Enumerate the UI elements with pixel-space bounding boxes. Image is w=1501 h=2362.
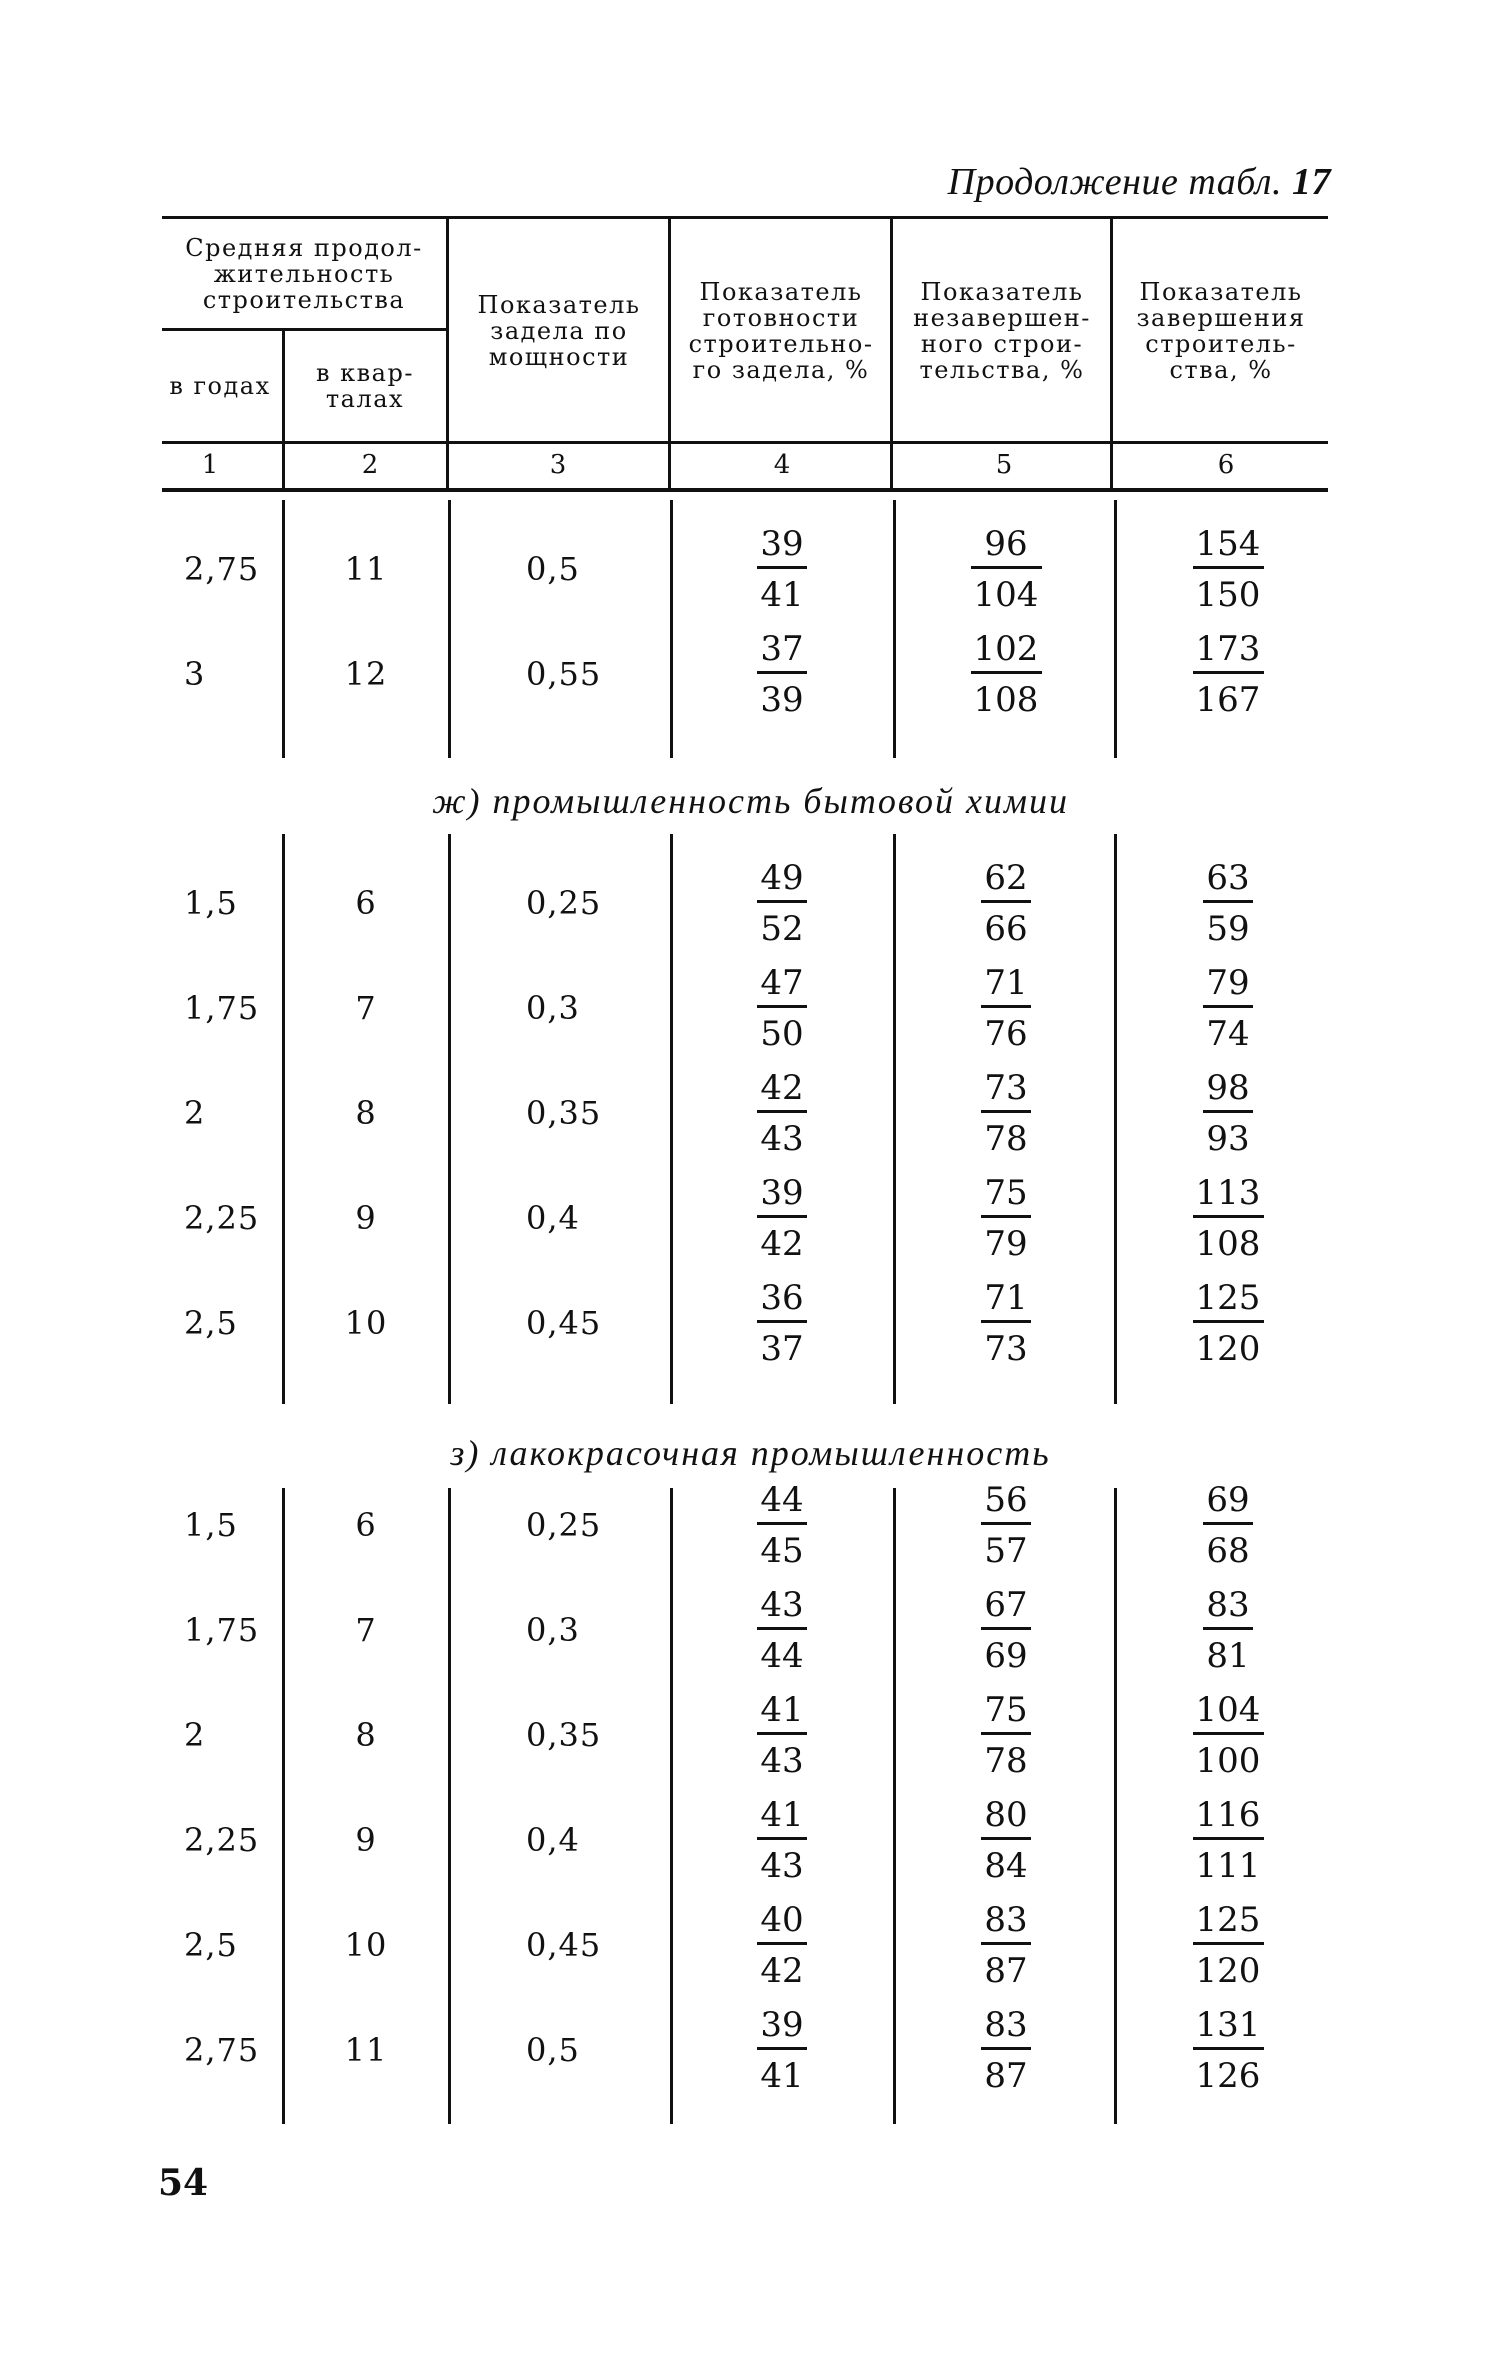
fraction-denominator: 50 (760, 1014, 804, 1054)
fraction-c4 (712, 629, 852, 720)
fraction-c6 (1158, 1173, 1298, 1264)
fraction-numerator: 75 (984, 1173, 1028, 1213)
cell-capacity: 0,25 (526, 1506, 602, 1544)
fraction-c6 (1158, 524, 1298, 615)
fraction-c6 (1158, 1585, 1298, 1676)
cell-years: 2,25 (184, 1199, 260, 1237)
fraction-bar (981, 2047, 1031, 2050)
fraction-denominator: 87 (984, 1951, 1028, 1991)
cell-quarters: 11 (344, 550, 388, 588)
cell-capacity: 0,35 (526, 1716, 602, 1754)
cell-years: 2,5 (184, 1926, 238, 1964)
fraction-denominator: 57 (984, 1531, 1028, 1571)
block2-divider-4 (893, 834, 896, 1404)
block3-divider-2 (448, 1488, 451, 2124)
fraction-denominator: 43 (760, 1119, 804, 1159)
fraction-numerator: 83 (984, 2005, 1028, 2045)
header-quarters: в квар- талах (316, 359, 414, 413)
fraction-bar (757, 1837, 807, 1840)
cell-capacity: 0,5 (526, 2031, 580, 2069)
cell-capacity: 0,25 (526, 884, 602, 922)
block2-divider-3 (670, 834, 673, 1404)
fraction-bar (1193, 566, 1264, 569)
cell-capacity: 0,4 (526, 1199, 580, 1237)
cell-years: 1,75 (184, 989, 260, 1027)
fraction-numerator: 42 (760, 1068, 804, 1108)
fraction-denominator: 81 (1206, 1636, 1250, 1676)
fraction-c4 (712, 2005, 852, 2096)
cell-capacity: 0,4 (526, 1821, 580, 1859)
cell-quarters: 9 (355, 1821, 377, 1859)
fraction-bar (1193, 1837, 1264, 1840)
fraction-denominator: 108 (1195, 1224, 1261, 1264)
fraction-bar (1203, 1110, 1253, 1113)
block2-divider-2 (448, 834, 451, 1404)
fraction-numerator: 102 (973, 629, 1039, 669)
fraction-c6 (1158, 2005, 1298, 2096)
fraction-c5 (936, 1900, 1076, 1991)
fraction-numerator: 47 (760, 963, 804, 1003)
fraction-denominator: 126 (1195, 2056, 1261, 2096)
fraction-bar (757, 566, 807, 569)
fraction-numerator: 79 (1206, 963, 1250, 1003)
fraction-c5 (936, 629, 1076, 720)
fraction-c6 (1158, 1068, 1298, 1159)
fraction-bar (757, 1732, 807, 1735)
fraction-bar (757, 1110, 807, 1113)
fraction-denominator: 74 (1206, 1014, 1250, 1054)
fraction-numerator: 37 (760, 629, 804, 669)
fraction-numerator: 98 (1206, 1068, 1250, 1108)
fraction-denominator: 76 (984, 1014, 1028, 1054)
cell-years: 2 (184, 1094, 206, 1132)
fraction-bar (757, 1942, 807, 1945)
fraction-c6 (1158, 1900, 1298, 1991)
fraction-bar (1203, 900, 1253, 903)
cell-years: 1,5 (184, 1506, 238, 1544)
header-unfinished: Показатель незавершен- ного строи- тельства, % (913, 278, 1091, 384)
fraction-numerator: 67 (984, 1585, 1028, 1625)
header-years: в годах (169, 372, 271, 400)
fraction-numerator: 80 (984, 1795, 1028, 1835)
fraction-c5 (936, 1278, 1076, 1369)
fraction-c5 (936, 1690, 1076, 1781)
cell-quarters: 8 (355, 1716, 377, 1754)
fraction-c6 (1158, 1795, 1298, 1886)
fraction-numerator: 116 (1195, 1795, 1261, 1835)
colnum-bottom-rule (162, 488, 1328, 492)
fraction-numerator: 83 (984, 1900, 1028, 1940)
fraction-denominator: 44 (760, 1636, 804, 1676)
column-number: 5 (995, 450, 1013, 480)
cell-years: 2,5 (184, 1304, 238, 1342)
section-title-household-chemicals: ж) промышленность бытовой химии (432, 781, 1069, 821)
fraction-denominator: 69 (984, 1636, 1028, 1676)
fraction-numerator: 39 (760, 2005, 804, 2045)
fraction-denominator: 42 (760, 1224, 804, 1264)
fraction-numerator: 44 (760, 1480, 804, 1520)
fraction-numerator: 56 (984, 1480, 1028, 1520)
fraction-bar (981, 1320, 1031, 1323)
cell-quarters: 10 (344, 1926, 388, 1964)
block1-divider-3 (670, 500, 673, 758)
cell-years: 1,5 (184, 884, 238, 922)
fraction-bar (981, 900, 1031, 903)
page-number: 54 (158, 2162, 209, 2204)
fraction-bar (757, 1005, 807, 1008)
fraction-numerator: 173 (1195, 629, 1261, 669)
fraction-c4 (712, 1480, 852, 1571)
cell-capacity: 0,5 (526, 550, 580, 588)
table-continuation-caption (948, 160, 1331, 204)
cell-quarters: 9 (355, 1199, 377, 1237)
fraction-c6 (1158, 629, 1298, 720)
fraction-denominator: 108 (973, 680, 1039, 720)
fraction-bar (757, 900, 807, 903)
header-readiness: Показатель готовности строительно- го задела, % (688, 278, 874, 384)
column-number: 3 (549, 450, 567, 480)
fraction-denominator: 42 (760, 1951, 804, 1991)
cell-quarters: 6 (355, 884, 377, 922)
fraction-c6 (1158, 858, 1298, 949)
block3-divider-3 (670, 1488, 673, 2124)
fraction-c5 (936, 1795, 1076, 1886)
column-number: 6 (1217, 450, 1235, 480)
cell-quarters: 7 (355, 1611, 377, 1649)
fraction-denominator: 43 (760, 1741, 804, 1781)
fraction-denominator: 78 (984, 1119, 1028, 1159)
fraction-bar (981, 1627, 1031, 1630)
fraction-denominator: 93 (1206, 1119, 1250, 1159)
fraction-denominator: 104 (973, 575, 1039, 615)
fraction-denominator: 87 (984, 2056, 1028, 2096)
cell-years: 1,75 (184, 1611, 260, 1649)
fraction-c4 (712, 1068, 852, 1159)
cell-years: 2,75 (184, 2031, 260, 2069)
fraction-numerator: 104 (1195, 1690, 1261, 1730)
fraction-bar (757, 2047, 807, 2050)
cell-quarters: 8 (355, 1094, 377, 1132)
fraction-denominator: 79 (984, 1224, 1028, 1264)
fraction-numerator: 43 (760, 1585, 804, 1625)
fraction-bar (1203, 1522, 1253, 1525)
cell-capacity: 0,3 (526, 989, 580, 1027)
cell-quarters: 10 (344, 1304, 388, 1342)
continuation-text: Продолжение табл. (947, 161, 1292, 203)
fraction-bar (981, 1005, 1031, 1008)
block3-divider-4 (893, 1488, 896, 2124)
header-top-rule (162, 216, 1328, 219)
fraction-numerator: 39 (760, 1173, 804, 1213)
cell-capacity: 0,3 (526, 1611, 580, 1649)
fraction-c5 (936, 1068, 1076, 1159)
cell-capacity: 0,45 (526, 1926, 602, 1964)
fraction-c4 (712, 963, 852, 1054)
fraction-denominator: 45 (760, 1531, 804, 1571)
cell-quarters: 11 (344, 2031, 388, 2069)
cell-quarters: 12 (344, 655, 388, 693)
fraction-bar (971, 671, 1042, 674)
block3-divider-1 (282, 1488, 285, 2124)
fraction-c6 (1158, 963, 1298, 1054)
fraction-numerator: 96 (984, 524, 1028, 564)
fraction-numerator: 75 (984, 1690, 1028, 1730)
block1-divider-1 (282, 500, 285, 758)
fraction-bar (1193, 1942, 1264, 1945)
fraction-numerator: 83 (1206, 1585, 1250, 1625)
header-completion: Показатель завершения строитель- ства, % (1136, 278, 1306, 384)
fraction-denominator: 52 (760, 909, 804, 949)
fraction-bar (757, 1215, 807, 1218)
fraction-denominator: 59 (1206, 909, 1250, 949)
cell-capacity: 0,55 (526, 655, 602, 693)
fraction-denominator: 78 (984, 1741, 1028, 1781)
fraction-bar (1203, 1627, 1253, 1630)
fraction-bar (1193, 1215, 1264, 1218)
column-number: 2 (361, 450, 379, 480)
fraction-numerator: 40 (760, 1900, 804, 1940)
fraction-denominator: 84 (984, 1846, 1028, 1886)
cell-years: 3 (184, 655, 206, 693)
fraction-c5 (936, 2005, 1076, 2096)
block2-divider-5 (1114, 834, 1117, 1404)
fraction-denominator: 111 (1195, 1846, 1261, 1886)
fraction-c5 (936, 858, 1076, 949)
fraction-denominator: 120 (1195, 1329, 1261, 1369)
fraction-numerator: 154 (1195, 524, 1261, 564)
cell-quarters: 7 (355, 989, 377, 1027)
column-number: 1 (201, 450, 219, 480)
fraction-c5 (936, 963, 1076, 1054)
fraction-numerator: 36 (760, 1278, 804, 1318)
fraction-numerator: 113 (1195, 1173, 1261, 1213)
fraction-c4 (712, 524, 852, 615)
fraction-c4 (712, 1900, 852, 1991)
fraction-numerator: 71 (984, 963, 1028, 1003)
fraction-c4 (712, 1690, 852, 1781)
fraction-bar (981, 1942, 1031, 1945)
fraction-c6 (1158, 1278, 1298, 1369)
fraction-bar (757, 1320, 807, 1323)
fraction-c5 (936, 1173, 1076, 1264)
fraction-denominator: 41 (760, 2056, 804, 2096)
fraction-bar (1193, 1732, 1264, 1735)
fraction-numerator: 125 (1195, 1900, 1261, 1940)
fraction-denominator: 150 (1195, 575, 1261, 615)
cell-years: 2 (184, 1716, 206, 1754)
cell-years: 2,25 (184, 1821, 260, 1859)
fraction-bar (981, 1215, 1031, 1218)
fraction-c5 (936, 1480, 1076, 1571)
fraction-c4 (712, 1795, 852, 1886)
fraction-denominator: 68 (1206, 1531, 1250, 1571)
header-bottom-rule (162, 441, 1328, 444)
fraction-c5 (936, 524, 1076, 615)
cell-capacity: 0,45 (526, 1304, 602, 1342)
fraction-numerator: 63 (1206, 858, 1250, 898)
fraction-denominator: 41 (760, 575, 804, 615)
fraction-c6 (1158, 1480, 1298, 1571)
fraction-denominator: 167 (1195, 680, 1261, 720)
header-divider-2 (446, 216, 449, 488)
cell-quarters: 6 (355, 1506, 377, 1544)
fraction-denominator: 37 (760, 1329, 804, 1369)
fraction-c4 (712, 1278, 852, 1369)
fraction-numerator: 71 (984, 1278, 1028, 1318)
cell-years: 2,75 (184, 550, 260, 588)
fraction-numerator: 41 (760, 1795, 804, 1835)
cell-capacity: 0,35 (526, 1094, 602, 1132)
fraction-bar (1193, 671, 1264, 674)
fraction-c4 (712, 858, 852, 949)
fraction-c6 (1158, 1690, 1298, 1781)
fraction-numerator: 41 (760, 1690, 804, 1730)
header-divider-5 (1110, 216, 1113, 488)
header-divider-4 (890, 216, 893, 488)
block1-divider-4 (893, 500, 896, 758)
fraction-denominator: 100 (1195, 1741, 1261, 1781)
fraction-denominator: 39 (760, 680, 804, 720)
fraction-c5 (936, 1585, 1076, 1676)
header-capacity: Показатель задела по мощности (477, 291, 641, 371)
fraction-bar (1193, 2047, 1264, 2050)
fraction-denominator: 120 (1195, 1951, 1261, 1991)
header-duration-group: Средняя продол- жительность строительства (185, 234, 423, 314)
block1-divider-5 (1114, 500, 1117, 758)
section-title-paint-industry: з) лакокрасочная промышленность (450, 1433, 1051, 1473)
block3-divider-5 (1114, 1488, 1117, 2124)
fraction-denominator: 73 (984, 1329, 1028, 1369)
fraction-bar (757, 1522, 807, 1525)
fraction-bar (981, 1110, 1031, 1113)
block1-divider-2 (448, 500, 451, 758)
fraction-numerator: 62 (984, 858, 1028, 898)
fraction-denominator: 43 (760, 1846, 804, 1886)
fraction-numerator: 49 (760, 858, 804, 898)
fraction-denominator: 66 (984, 909, 1028, 949)
fraction-c4 (712, 1173, 852, 1264)
fraction-numerator: 131 (1195, 2005, 1261, 2045)
fraction-c4 (712, 1585, 852, 1676)
fraction-numerator: 39 (760, 524, 804, 564)
header-divider-3 (668, 216, 671, 488)
fraction-bar (1203, 1005, 1253, 1008)
table-number: 17 (1292, 161, 1331, 203)
fraction-numerator: 125 (1195, 1278, 1261, 1318)
fraction-bar (971, 566, 1042, 569)
fraction-numerator: 73 (984, 1068, 1028, 1108)
fraction-numerator: 69 (1206, 1480, 1250, 1520)
fraction-bar (1193, 1320, 1264, 1323)
fraction-bar (757, 1627, 807, 1630)
fraction-bar (981, 1732, 1031, 1735)
fraction-bar (981, 1522, 1031, 1525)
header-mid-rule (162, 328, 446, 331)
column-number: 4 (773, 450, 791, 480)
fraction-bar (757, 671, 807, 674)
fraction-bar (981, 1837, 1031, 1840)
